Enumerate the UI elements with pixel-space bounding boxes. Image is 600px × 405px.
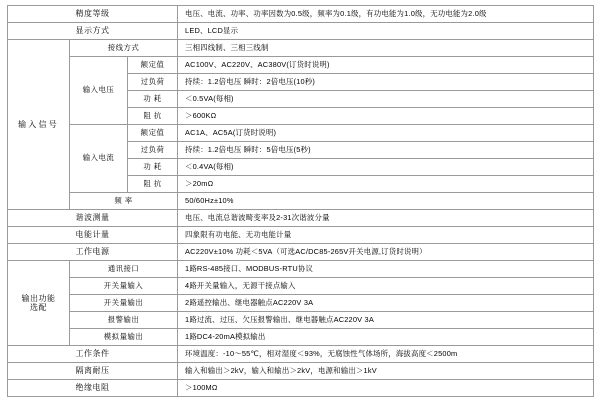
row-label-overload-current: 过负荷 xyxy=(128,142,178,159)
table-row xyxy=(8,346,594,363)
row-label-switch-output: 开关量输出 xyxy=(70,295,178,312)
table-row xyxy=(8,244,594,261)
row-label-overload-voltage: 过负荷 xyxy=(128,74,178,91)
row-label-power-consumption-voltage: 功 耗 xyxy=(128,91,178,108)
row-label-output-function xyxy=(8,261,70,346)
row-label-insulation-resistance: 绝缘电阻 xyxy=(8,380,178,397)
row-label-frequency: 频 率 xyxy=(70,193,178,210)
specification-table xyxy=(7,5,594,397)
row-value-overload-current: 持续：1.2倍电压 瞬时：5倍电压(5秒) xyxy=(178,142,594,159)
table-row xyxy=(8,210,594,227)
row-value-display-mode: LED、LCD显示 xyxy=(178,23,594,40)
row-label-isolation-voltage: 隔离耐压 xyxy=(8,363,178,380)
row-value-impedance-voltage: ＞600KΩ xyxy=(178,108,594,125)
row-label-accuracy-class: 精度等级 xyxy=(8,6,178,23)
row-value-analog-output: 1路DC4-20mA模拟输出 xyxy=(178,329,594,346)
row-label-alarm-output: 报警输出 xyxy=(70,312,178,329)
row-label-impedance-voltage: 阻 抗 xyxy=(128,108,178,125)
table-row xyxy=(8,23,594,40)
row-value-energy-metering: 四象限有功电能、无功电能计量 xyxy=(178,227,594,244)
row-label-rated-value-voltage: 额定值 xyxy=(128,57,178,74)
table-row xyxy=(8,329,594,346)
row-label-display-mode: 显示方式 xyxy=(8,23,178,40)
output-function-label-line1: 输出功能 xyxy=(21,293,56,303)
row-label-analog-output: 模拟量输出 xyxy=(70,329,178,346)
output-function-label-line2: 选配 xyxy=(30,303,47,312)
row-label-input-voltage: 输入电压 xyxy=(70,57,128,125)
row-value-working-condition: 环境温度：-10～55℃，相对湿度＜93%，无腐蚀性气体场所，海拔高度＜2500m xyxy=(178,346,594,363)
table-row xyxy=(8,261,594,278)
table-row xyxy=(8,6,594,23)
row-value-switch-output: 2路遥控输出、继电器触点AC220V 3A xyxy=(178,295,594,312)
row-value-insulation-resistance: ＞100MΩ xyxy=(178,380,594,397)
table-row xyxy=(8,312,594,329)
row-value-power-consumption-current: ＜0.4VA(每相) xyxy=(178,159,594,176)
row-label-working-power: 工作电源 xyxy=(8,244,178,261)
table-row xyxy=(8,363,594,380)
table-row xyxy=(8,227,594,244)
row-value-isolation-voltage: 输入和输出＞2kV，输入和输出＞2kV，电源和输出＞1kV xyxy=(178,363,594,380)
row-label-power-consumption-current: 功 耗 xyxy=(128,159,178,176)
row-label-input-current: 输入电流 xyxy=(70,125,128,193)
row-label-working-condition: 工作条件 xyxy=(8,346,178,363)
row-label-harmonic-measure: 谐波测量 xyxy=(8,210,178,227)
row-value-rated-value-current: AC1A、AC5A(订货时说明) xyxy=(178,125,594,142)
row-value-accuracy-class: 电压、电流、功率、功率因数为0.5级，频率为0.1级，有功电能为1.0级，无功电能为2.0级 xyxy=(178,6,594,23)
row-value-overload-voltage: 持续：1.2倍电压 瞬时：2倍电压(10秒) xyxy=(178,74,594,91)
row-value-wiring-mode: 三相四线制、三相三线制 xyxy=(178,40,594,57)
row-label-rated-value-current: 额定值 xyxy=(128,125,178,142)
row-value-alarm-output: 1路过流、过压、欠压报警输出、继电器触点AC220V 3A xyxy=(178,312,594,329)
table-row xyxy=(8,295,594,312)
row-value-harmonic-measure: 电压、电流总谐波畸变率及2-31次谐波分量 xyxy=(178,210,594,227)
row-value-switch-input: 4路开关量输入，无源干接点输入 xyxy=(178,278,594,295)
table-row xyxy=(8,193,594,210)
row-value-impedance-current: ＞20mΩ xyxy=(178,176,594,193)
row-value-working-power: AC220V±10% 功耗＜5VA（可选AC/DC85-265V开关电源,订货时说明） xyxy=(178,244,594,261)
table-row xyxy=(8,57,594,74)
row-label-impedance-current: 阻 抗 xyxy=(128,176,178,193)
row-value-comm-interface: 1路RS-485接口、MODBUS-RTU协议 xyxy=(178,261,594,278)
table-row xyxy=(8,278,594,295)
row-label-input-signal: 输入信号 xyxy=(8,40,70,210)
table-row xyxy=(8,380,594,397)
row-label-wiring-mode: 接线方式 xyxy=(70,40,178,57)
row-value-frequency: 50/60Hz±10% xyxy=(178,193,594,210)
row-label-energy-metering: 电能计量 xyxy=(8,227,178,244)
table-row xyxy=(8,40,594,57)
row-label-comm-interface: 通讯接口 xyxy=(70,261,178,278)
row-value-power-consumption-voltage: ＜0.5VA(每相) xyxy=(178,91,594,108)
row-value-rated-value-voltage: AC100V、AC220V、AC380V(订货时说明) xyxy=(178,57,594,74)
row-label-switch-input: 开关量输入 xyxy=(70,278,178,295)
table-row xyxy=(8,125,594,142)
